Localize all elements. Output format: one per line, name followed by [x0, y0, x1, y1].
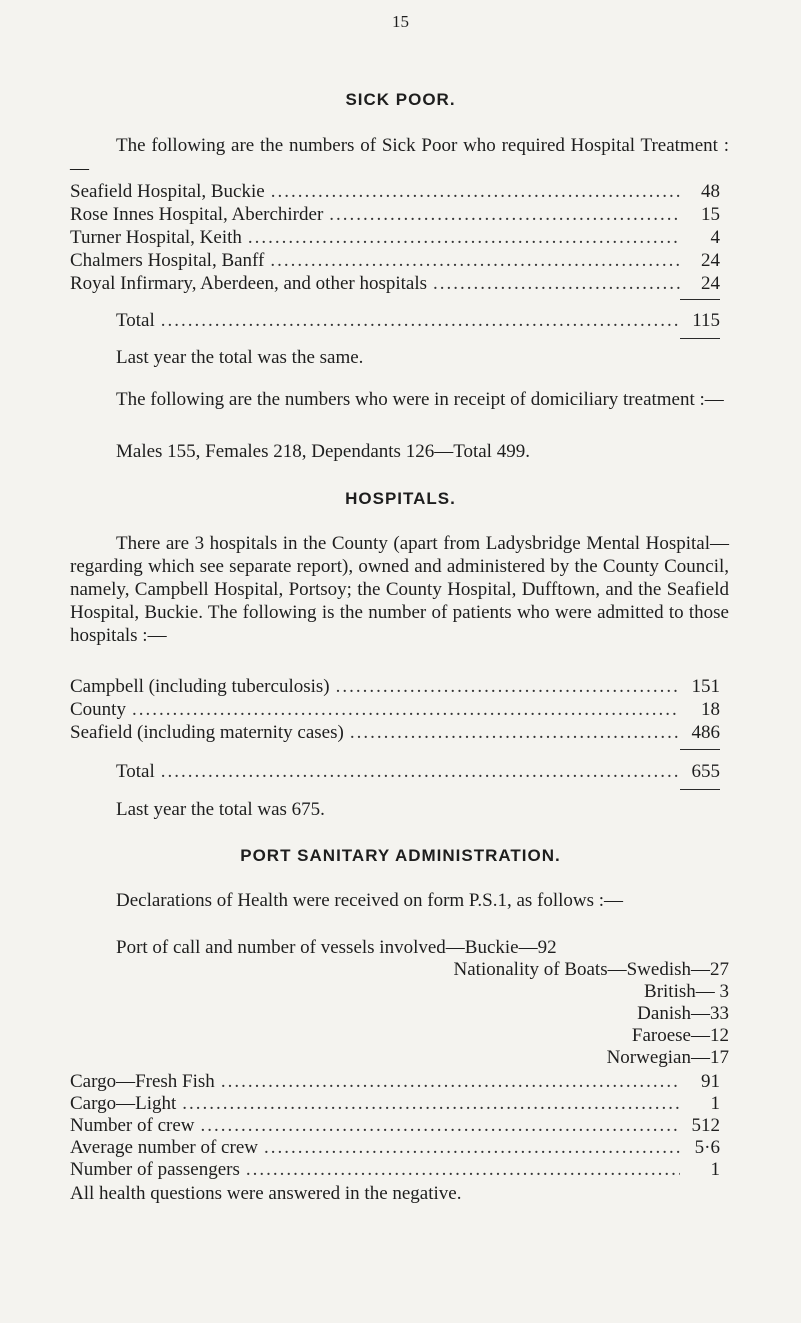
row-label: Seafield (including maternity cases) [70, 722, 344, 743]
row-value: 24 [701, 250, 720, 271]
total-value: 115 [692, 310, 720, 331]
row-value: 512 [691, 1115, 720, 1136]
row-label: Rose Innes Hospital, Aberchirder [70, 204, 324, 225]
port-closing: All health questions were answered in the negative. [70, 1183, 462, 1204]
port-row [70, 1070, 720, 1093]
row-label: Chalmers Hospital, Banff [70, 250, 265, 271]
sick-poor-row [70, 180, 720, 203]
row-label: Number of crew [70, 1115, 195, 1136]
nationality-line: Danish—33 [637, 1003, 729, 1024]
row-label: County [70, 699, 126, 720]
nationality-line: British— 3 [644, 981, 729, 1002]
row-value: 5·6 [694, 1137, 720, 1158]
sick-poor-row [70, 226, 720, 249]
row-label: Number of passengers [70, 1159, 240, 1180]
page-number: 15 [392, 12, 409, 31]
port-row [70, 1136, 720, 1159]
sick-poor-row [70, 249, 720, 272]
row-value: 151 [691, 676, 720, 697]
port-row [70, 1092, 720, 1115]
total-rule [680, 789, 720, 790]
sum-rule [680, 749, 720, 750]
row-label: Seafield Hospital, Buckie [70, 181, 265, 202]
row-label: Campbell (including tuberculosis) [70, 676, 330, 697]
total-rule [680, 338, 720, 339]
row-label: Cargo—Light [70, 1093, 177, 1114]
port-row [70, 1114, 720, 1137]
hospital-row [70, 698, 720, 721]
sick-poor-total [116, 309, 720, 332]
row-label: Royal Infirmary, Aberdeen, and other hospitals [70, 273, 428, 294]
row-value: 15 [701, 204, 720, 225]
sum-rule [680, 299, 720, 300]
hospitals-last-year: Last year the total was 675. [116, 799, 325, 820]
hospitals-heading: HOSPITALS. [345, 489, 456, 508]
row-value: 4 [710, 227, 720, 248]
row-value: 1 [710, 1159, 720, 1180]
hospitals-intro: There are 3 hospitals in the County (apart from Ladysbridge Mental Hospital—regarding which see separate report), owned and administered by the County Council, namely, Campbell Hospital, Portsoy; the County Hospital, Dufftown, and the Seafield Hospital, Buckie. The following is the number of patients who were admitted to those hospitals :— [70, 533, 729, 646]
nationality-line: Faroese—12 [631, 1025, 729, 1046]
total-label: Total [116, 310, 155, 331]
row-value: 1 [710, 1093, 720, 1114]
row-label: Turner Hospital, Keith [70, 227, 242, 248]
port-row [70, 1158, 720, 1181]
row-value: 18 [701, 699, 720, 720]
sick-poor-last-year: Last year the total was the same. [116, 347, 364, 368]
sick-poor-row [70, 272, 720, 295]
row-value: 24 [701, 273, 720, 294]
nationality-line: Norwegian—17 [606, 1047, 729, 1068]
port-sanitary-intro: Declarations of Health were received on form P.S.1, as follows :— [116, 890, 624, 911]
hospital-row [70, 721, 720, 744]
sick-poor-row [70, 203, 720, 226]
hospitals-total [116, 760, 720, 783]
sick-poor-intro: The following are the numbers of Sick Poor who required Hospital Treatment :— [70, 135, 729, 179]
row-value: 48 [701, 181, 720, 202]
domiciliary-counts: Males 155, Females 218, Dependants 126—Total 499. [116, 441, 530, 462]
port-of-call-line: Port of call and number of vessels involved—Buckie—92 [116, 937, 557, 958]
nationality-line: Nationality of Boats—Swedish—27 [453, 959, 729, 980]
row-value: 91 [701, 1071, 720, 1092]
total-value: 655 [691, 761, 720, 782]
row-label: Average number of crew [70, 1137, 258, 1158]
port-sanitary-heading: PORT SANITARY ADMINISTRATION. [240, 846, 561, 865]
domiciliary-intro: The following are the numbers who were in receipt of domiciliary treatment :— [116, 389, 724, 410]
hospital-row [70, 675, 720, 698]
total-label: Total [116, 761, 155, 782]
row-label: Cargo—Fresh Fish [70, 1071, 215, 1092]
row-value: 486 [691, 722, 720, 743]
sick-poor-heading: SICK POOR. [345, 90, 456, 109]
